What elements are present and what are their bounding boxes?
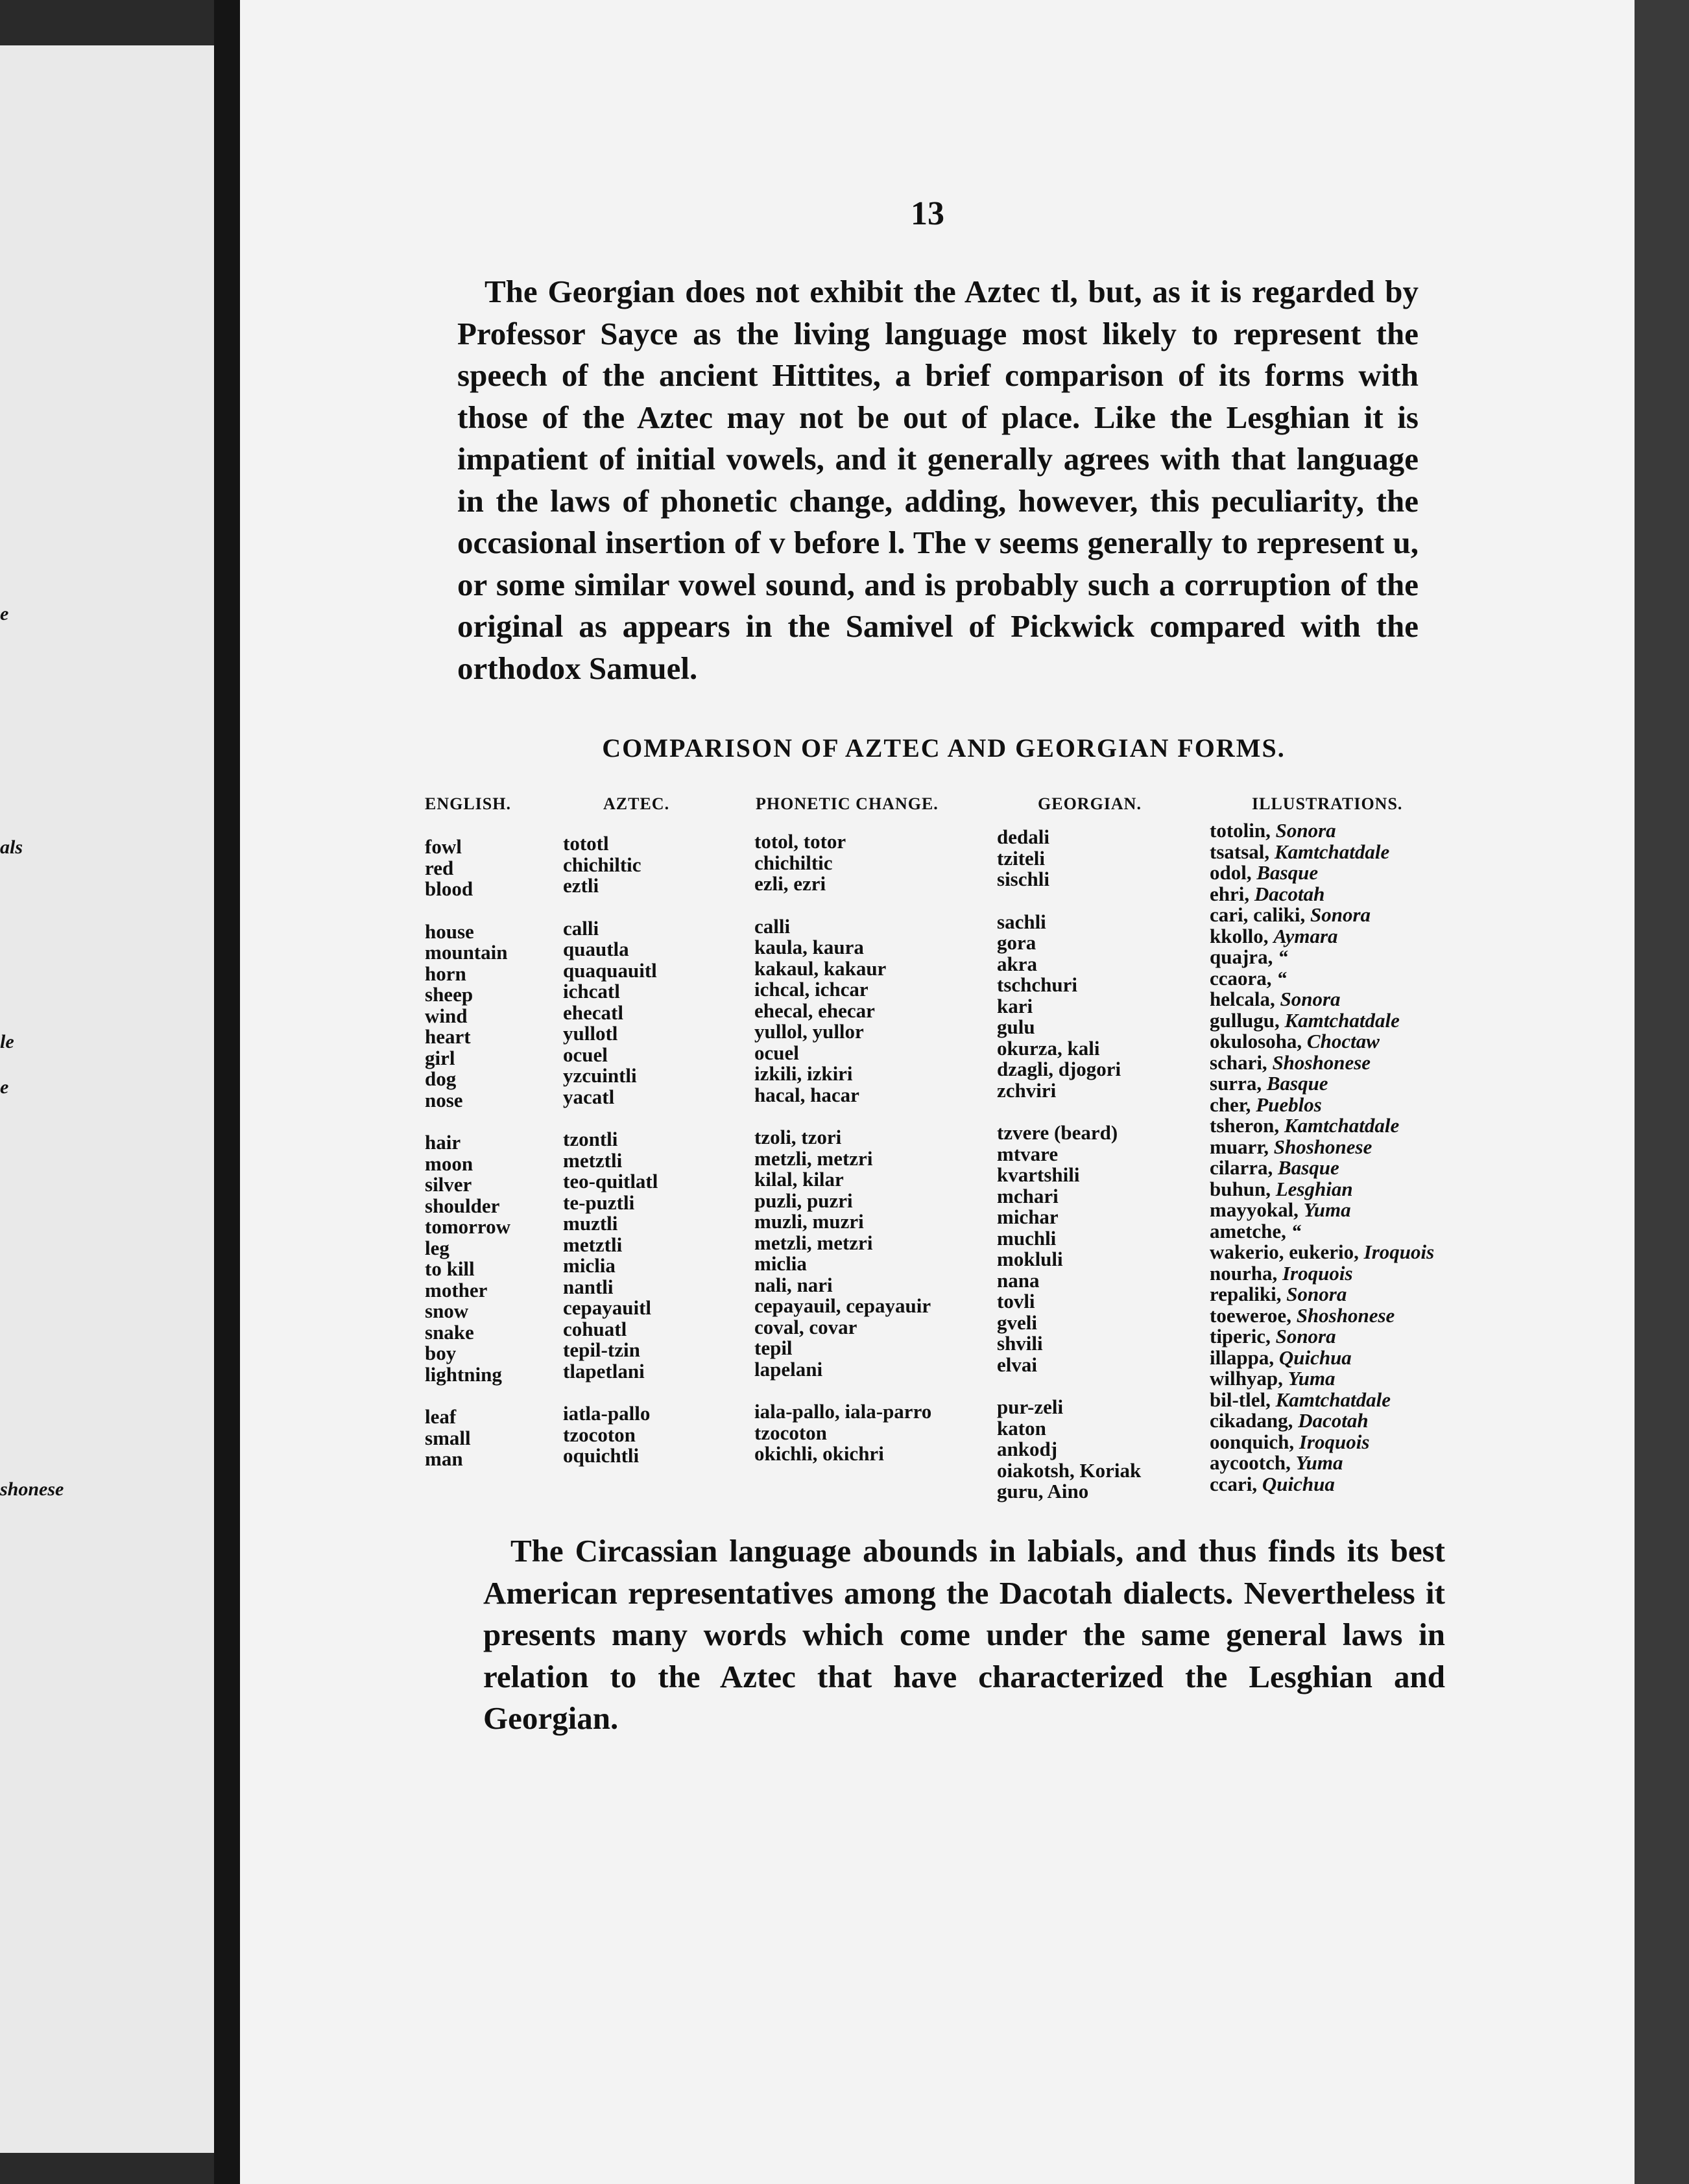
georgian-word: tschchuri	[997, 973, 1077, 996]
aztec-word: tzontli	[563, 1128, 618, 1150]
margin-fragment: als	[0, 837, 23, 858]
illustration-word: muarr,	[1210, 1135, 1274, 1158]
illustration-source-language: Kamtchatdale	[1284, 1114, 1400, 1137]
illustration-word: schari,	[1210, 1050, 1273, 1074]
georgian-word: tzvere (beard)	[997, 1121, 1118, 1144]
illustrations-column	[1210, 820, 1434, 1495]
illustration-entry	[1210, 1305, 1434, 1327]
english-word: sheep	[425, 983, 473, 1006]
illustration-word: cilarra,	[1210, 1156, 1278, 1179]
phonetic-form: nali, nari	[754, 1273, 833, 1296]
georgian-word: elvai	[997, 1353, 1037, 1376]
illustration-word: cari, caliki,	[1210, 903, 1310, 926]
phonetic-form	[754, 1380, 931, 1401]
illustration-word: aycootch,	[1210, 1451, 1296, 1474]
phonetic-form: kilal, kilar	[754, 1168, 844, 1191]
english-word	[425, 900, 510, 921]
english-word: boy	[425, 1342, 457, 1364]
georgian-word: oiakotsh, Koriak	[997, 1458, 1142, 1482]
illustration-source-language: Aymara	[1273, 924, 1338, 947]
georgian-word: sischli	[997, 868, 1049, 890]
aztec-word	[563, 897, 658, 918]
georgian-word: sachli	[997, 910, 1046, 933]
illustration-source-language: Kamtchatdale	[1275, 1388, 1391, 1411]
georgian-word	[997, 1375, 1141, 1397]
georgian-word: mchari	[997, 1184, 1059, 1207]
georgian-word: katon	[997, 1416, 1046, 1440]
english-word: snow	[425, 1300, 469, 1322]
illustration-entry	[1210, 1157, 1434, 1179]
aztec-word: quautla	[563, 938, 629, 960]
illustration-entry	[1210, 1221, 1434, 1242]
illustration-entry	[1210, 1347, 1434, 1369]
aztec-word: chichiltic	[563, 853, 641, 876]
phonetic-form: iala-pallo, iala-parro	[754, 1400, 932, 1423]
illustration-word: nourha,	[1210, 1261, 1282, 1285]
margin-fragment: e	[0, 603, 9, 624]
closing-paragraph: The Circassian language abounds in labials, and thus finds its best American representatives among the Dacotah dialects. Nevertheless it presents many words which come under the same general laws in relation to the Aztec that have characterized the Lesghian and Georgian.	[483, 1533, 1445, 1736]
georgian-word: okurza, kali	[997, 1036, 1100, 1060]
aztec-word: quaquauitl	[563, 958, 657, 982]
illustration-word: surra,	[1210, 1072, 1267, 1095]
illustration-entry	[1210, 1410, 1434, 1432]
english-column	[425, 837, 510, 1470]
illustration-word: tsatsal,	[1210, 840, 1275, 863]
illustration-source-language: “	[1278, 945, 1288, 968]
phonetic-form: tzocoton	[754, 1421, 827, 1444]
illustration-entry	[1210, 1200, 1434, 1221]
illustration-entry	[1210, 1326, 1434, 1347]
illustration-entry	[1210, 1095, 1434, 1116]
georgian-word: gulu	[997, 1015, 1035, 1038]
illustration-entry	[1210, 926, 1434, 947]
georgian-word: muchli	[997, 1226, 1057, 1250]
georgian-word: michar	[997, 1205, 1059, 1228]
illustration-entry	[1210, 842, 1434, 863]
english-word: moon	[425, 1152, 473, 1175]
illustration-entry	[1210, 989, 1434, 1010]
georgian-word: gora	[997, 931, 1036, 954]
georgian-word: nana	[997, 1268, 1040, 1292]
illustration-source-language: Sonora	[1310, 903, 1371, 926]
phonetic-form: calli	[754, 914, 791, 938]
aztec-word: nantli	[563, 1275, 614, 1298]
english-word: nose	[425, 1088, 463, 1111]
illustration-word: cikadang,	[1210, 1409, 1299, 1432]
illustration-source-language: Iroquois	[1299, 1430, 1370, 1453]
illustration-source-language: Pueblos	[1256, 1093, 1322, 1116]
english-word: red	[425, 856, 454, 879]
aztec-word: eztli	[563, 874, 599, 897]
illustration-source-language: “	[1291, 1219, 1302, 1242]
english-word: shoulder	[425, 1194, 500, 1217]
illustration-word: kkollo,	[1210, 924, 1274, 947]
phonetic-form: ichcal, ichcar	[754, 978, 868, 1001]
illustration-entry	[1210, 968, 1434, 990]
english-word: lightning	[425, 1362, 502, 1386]
illustration-word: ametche,	[1210, 1219, 1291, 1242]
aztec-word: metztli	[563, 1148, 623, 1172]
phonetic-form: ehecal, ehecar	[754, 999, 875, 1022]
illustration-word: repaliki,	[1210, 1283, 1287, 1305]
illustration-word: cher,	[1210, 1093, 1256, 1116]
phonetic-change-column	[754, 831, 931, 1465]
illustration-word: wilhyap,	[1210, 1367, 1288, 1390]
illustration-entry	[1210, 1284, 1434, 1305]
phonetic-form: cepayauil, cepayauir	[754, 1294, 931, 1317]
phonetic-form: hacal, hacar	[754, 1083, 859, 1106]
illustration-entry	[1210, 1453, 1434, 1474]
illustration-source-language: Dacotah	[1298, 1409, 1369, 1432]
illustration-source-language: Shoshonese	[1272, 1050, 1371, 1074]
illustration-word: tsheron,	[1210, 1114, 1284, 1137]
margin-fragment: shonese	[0, 1478, 64, 1500]
georgian-word: mokluli	[997, 1248, 1063, 1270]
illustration-entry	[1210, 1242, 1434, 1263]
illustration-source-language: Iroquois	[1282, 1261, 1353, 1285]
aztec-word: ocuel	[563, 1043, 608, 1066]
margin-fragment: e	[0, 1076, 9, 1098]
book-gutter	[214, 0, 240, 2184]
margin-fragment: le	[0, 1031, 14, 1052]
english-word: man	[425, 1447, 463, 1470]
phonetic-form: ezli, ezri	[754, 872, 826, 895]
illustration-entry	[1210, 1390, 1434, 1411]
phonetic-form: muzli, muzri	[754, 1210, 864, 1233]
english-word: to kill	[425, 1257, 475, 1280]
georgian-word: dedali	[997, 825, 1049, 848]
english-word: silver	[425, 1173, 472, 1196]
column-header-phonetic-change: PHONETIC CHANGE.	[756, 794, 939, 813]
georgian-word: shvili	[997, 1332, 1043, 1355]
illustration-source-language: Yuma	[1295, 1451, 1343, 1474]
illustration-entry	[1210, 884, 1434, 905]
illustration-entry	[1210, 1432, 1434, 1453]
aztec-word: tepil-tzin	[563, 1338, 640, 1361]
phonetic-form: tepil	[754, 1336, 793, 1359]
english-word: hair	[425, 1131, 461, 1154]
illustration-entry	[1210, 1263, 1434, 1285]
illustration-source-language: Dacotah	[1254, 882, 1325, 905]
illustration-word: okulosoha,	[1210, 1030, 1307, 1052]
aztec-word: cohuatl	[563, 1317, 627, 1340]
phonetic-form: totol, totor	[754, 830, 846, 853]
table-title: COMPARISON OF AZTEC AND GEORGIAN FORMS.	[602, 733, 1286, 763]
facing-page	[0, 45, 214, 2153]
phonetic-form: yullol, yullor	[754, 1020, 864, 1043]
english-word: wind	[425, 1004, 468, 1027]
georgian-word: mtvare	[997, 1142, 1059, 1165]
aztec-word: tzocoton	[563, 1423, 636, 1446]
aztec-column	[563, 833, 658, 1467]
georgian-word: gveli	[997, 1311, 1037, 1334]
aztec-word: ichcatl	[563, 980, 620, 1003]
english-word	[425, 1111, 510, 1132]
georgian-column	[997, 827, 1141, 1502]
illustration-source-language: Quichua	[1262, 1472, 1335, 1495]
aztec-word: yullotl	[563, 1022, 618, 1045]
illustration-entry	[1210, 947, 1434, 968]
illustration-source-language: Choctaw	[1306, 1030, 1380, 1052]
illustration-source-language: Sonora	[1280, 988, 1341, 1010]
english-word: house	[425, 920, 474, 943]
illustration-word: ehri,	[1210, 882, 1254, 905]
english-word: leaf	[425, 1405, 457, 1428]
aztec-word: te-puztli	[563, 1191, 635, 1214]
phonetic-form: ocuel	[754, 1041, 799, 1064]
illustration-entry	[1210, 1115, 1434, 1137]
illustration-source-language: Yuma	[1288, 1367, 1336, 1390]
illustration-entry	[1210, 820, 1434, 842]
english-word: blood	[425, 877, 473, 900]
georgian-word: tziteli	[997, 846, 1046, 870]
intro-paragraph: The Georgian does not exhibit the Aztec tl, but, as it is regarded by Professor Sayce as the living language most likely to represent the speech of the ancient Hittites, a brief comparison of its forms with those of the Aztec may not be out of place. Like the Lesghian it is impatient of initial vowels, and it generally agrees with that language in the laws of phonetic change, adding, however, this peculiarity, the occasional insertion of v before l. The v seems generally to represent u, or some similar vowel sound, and is probably such a corruption of the original as appears in the Samivel of Pickwick compared with the orthodox Samuel.	[457, 274, 1419, 686]
georgian-word: kvartshili	[997, 1163, 1080, 1186]
aztec-word: calli	[563, 916, 599, 940]
aztec-word: iatla-pallo	[563, 1402, 651, 1425]
aztec-word: metztli	[563, 1233, 623, 1256]
phonetic-form: coval, covar	[754, 1315, 857, 1338]
aztec-word	[563, 1382, 658, 1403]
aztec-word: oquichtli	[563, 1444, 640, 1467]
aztec-word	[563, 1108, 658, 1129]
illustration-source-language: Kamtchatdale	[1274, 840, 1390, 863]
illustration-entry	[1210, 1052, 1434, 1074]
georgian-word	[997, 1101, 1141, 1122]
phonetic-form: tzoli, tzori	[754, 1126, 842, 1148]
english-word: snake	[425, 1320, 474, 1344]
page-edge	[1635, 0, 1689, 2184]
illustration-source-language: Shoshonese	[1273, 1135, 1372, 1158]
illustration-entry	[1210, 862, 1434, 884]
illustration-entry	[1210, 1010, 1434, 1032]
georgian-word: zchviri	[997, 1078, 1057, 1102]
phonetic-form	[754, 895, 931, 916]
illustration-entry	[1210, 1179, 1434, 1200]
illustration-word: wakerio, eukerio,	[1210, 1240, 1364, 1263]
phonetic-form: puzli, puzri	[754, 1189, 853, 1212]
aztec-word: tlapetlani	[563, 1359, 645, 1383]
georgian-word: dzagli, djogori	[997, 1058, 1121, 1080]
phonetic-form: kaula, kaura	[754, 936, 864, 958]
georgian-word: ankodj	[997, 1438, 1058, 1460]
illustration-word: bil-tlel,	[1210, 1388, 1276, 1411]
illustration-entry	[1210, 1073, 1434, 1095]
illustration-word: mayyokal,	[1210, 1198, 1304, 1221]
aztec-word: yzcuintli	[563, 1064, 637, 1087]
illustration-word: helcala,	[1210, 988, 1280, 1010]
english-word: dog	[425, 1067, 457, 1090]
page-number: 13	[911, 195, 944, 232]
english-word: small	[425, 1426, 471, 1449]
aztec-word: ehecatl	[563, 1001, 623, 1024]
illustration-source-language: Sonora	[1286, 1283, 1347, 1305]
illustration-source-language: Basque	[1278, 1156, 1339, 1179]
illustration-entry	[1210, 905, 1434, 926]
illustration-word: oonquich,	[1210, 1430, 1299, 1453]
english-word: leg	[425, 1236, 449, 1259]
illustration-entry	[1210, 1368, 1434, 1390]
illustration-word: ccaora,	[1210, 966, 1277, 990]
phonetic-form	[754, 1106, 931, 1127]
aztec-word: muztli	[563, 1212, 618, 1235]
georgian-word: guru, Aino	[997, 1480, 1089, 1502]
column-header-illustrations: ILLUSTRATIONS.	[1252, 794, 1403, 813]
column-header-english: ENGLISH.	[425, 794, 511, 813]
aztec-word: cepayauitl	[563, 1296, 652, 1319]
phonetic-form: chichiltic	[754, 851, 833, 874]
illustration-source-language: Iroquois	[1363, 1240, 1435, 1263]
aztec-word: yacatl	[563, 1085, 615, 1108]
illustration-word: odol,	[1210, 861, 1257, 884]
illustration-source-language: Sonora	[1275, 1325, 1336, 1347]
english-word: girl	[425, 1046, 455, 1069]
illustration-word: toeweroe,	[1210, 1303, 1297, 1327]
english-word	[425, 1385, 510, 1407]
english-word: tomorrow	[425, 1215, 510, 1238]
illustration-source-language: “	[1276, 966, 1287, 990]
illustration-word: illappa,	[1210, 1346, 1279, 1369]
georgian-word: akra	[997, 952, 1037, 975]
illustration-word: tiperic,	[1210, 1325, 1276, 1347]
phonetic-form: izkili, izkiri	[754, 1062, 853, 1085]
illustration-source-language: Kamtchatdale	[1284, 1008, 1400, 1032]
illustration-source-language: Lesghian	[1275, 1177, 1353, 1200]
illustration-entry	[1210, 1474, 1434, 1495]
illustration-word: buhun,	[1210, 1177, 1276, 1200]
illustration-source-language: Shoshonese	[1296, 1303, 1395, 1327]
phonetic-form: okichli, okichri	[754, 1442, 884, 1465]
illustration-entry	[1210, 1031, 1434, 1052]
georgian-word: kari	[997, 994, 1033, 1017]
phonetic-form: metzli, metzri	[754, 1231, 873, 1254]
english-word: horn	[425, 962, 466, 985]
english-word: mountain	[425, 941, 508, 964]
phonetic-form: lapelani	[754, 1357, 823, 1381]
illustration-source-language: Quichua	[1278, 1346, 1352, 1369]
illustration-source-language: Basque	[1256, 861, 1319, 884]
illustration-source-language: Yuma	[1303, 1198, 1351, 1221]
illustration-word: gullugu,	[1210, 1008, 1285, 1032]
illustration-word: ccari,	[1210, 1472, 1262, 1495]
illustration-entry	[1210, 1137, 1434, 1158]
georgian-word	[997, 890, 1141, 912]
english-word: mother	[425, 1278, 488, 1301]
phonetic-form: kakaul, kakaur	[754, 956, 887, 980]
english-word: heart	[425, 1025, 471, 1048]
aztec-word: tototl	[563, 832, 609, 855]
illustration-source-language: Sonora	[1275, 819, 1336, 842]
georgian-word: tovli	[997, 1290, 1035, 1312]
column-header-georgian: GEORGIAN.	[1038, 794, 1142, 813]
phonetic-form: metzli, metzri	[754, 1146, 873, 1170]
column-header-aztec: AZTEC.	[603, 794, 670, 813]
illustration-word: quajra,	[1210, 945, 1278, 968]
illustration-word: totolin,	[1210, 819, 1276, 842]
english-word: fowl	[425, 835, 462, 858]
aztec-word: teo-quitlatl	[563, 1170, 658, 1193]
georgian-word: pur-zeli	[997, 1395, 1064, 1418]
phonetic-form: miclia	[754, 1252, 807, 1275]
aztec-word: miclia	[563, 1254, 616, 1277]
illustration-source-language: Basque	[1266, 1072, 1328, 1095]
